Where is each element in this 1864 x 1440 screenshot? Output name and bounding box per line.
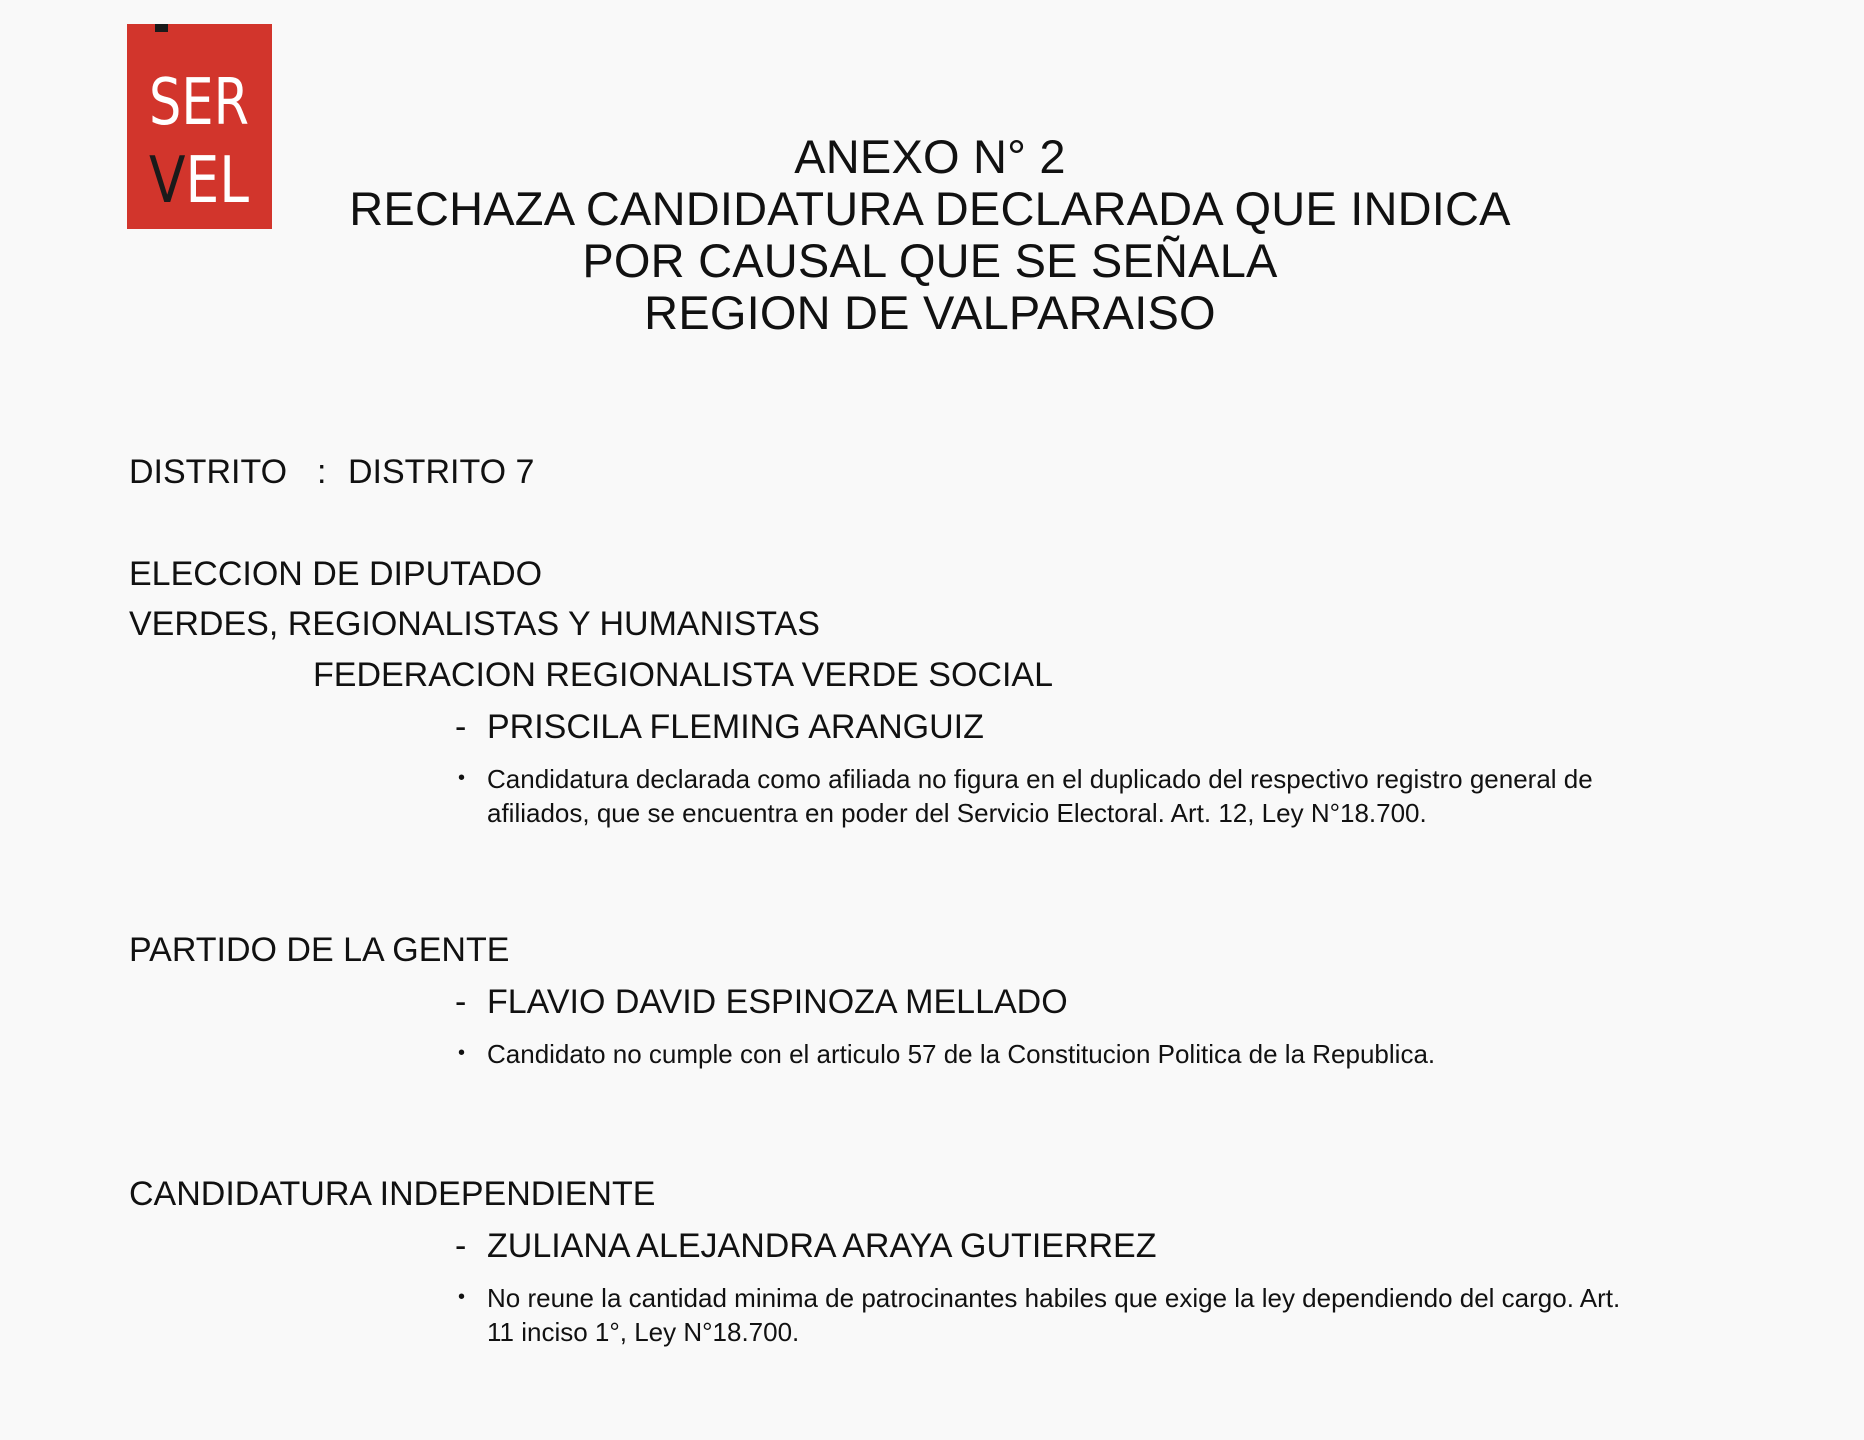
candidate-dash: - — [455, 983, 467, 1021]
candidate-name: FLAVIO DAVID ESPINOZA MELLADO — [487, 983, 1068, 1021]
reason-bullet: • — [458, 1042, 466, 1064]
title-cause: POR CAUSAL QUE SE SEÑALA — [582, 234, 1278, 287]
rejection-reason-line: Candidato no cumple con el articulo 57 de la Constitucion Politica de la Republica. — [487, 1039, 1436, 1069]
reason-bullet: • — [458, 1286, 466, 1308]
party-name: PARTIDO DE LA GENTE — [129, 931, 510, 969]
logo-text-ser: SER — [149, 66, 249, 140]
document-title — [290, 131, 1570, 339]
district-value: DISTRITO 7 — [348, 453, 535, 491]
rejection-reason — [487, 1281, 1620, 1349]
title-region: REGION DE VALPARAISO — [644, 286, 1216, 339]
reason-bullet: • — [458, 767, 466, 789]
rejection-reason-line: No reune la cantidad minima de patrocinantes habiles que exige la ley dependiendo del cargo. Art. — [487, 1283, 1621, 1313]
candidate-dash: - — [455, 708, 467, 746]
logo-text-vel — [149, 144, 262, 218]
rejection-reason — [487, 762, 1593, 830]
party-name: CANDIDATURA INDEPENDIENTE — [129, 1175, 656, 1213]
candidate-name: PRISCILA FLEMING ARANGUIZ — [487, 708, 984, 746]
rejection-reason — [487, 1037, 1435, 1071]
election-type: ELECCION DE DIPUTADO — [129, 555, 543, 593]
title-resolution: RECHAZA CANDIDATURA DECLARADA QUE INDICA — [349, 182, 1511, 235]
candidate-dash: - — [455, 1227, 467, 1265]
rejection-reason-line: 11 inciso 1°, Ley N°18.700. — [487, 1317, 800, 1347]
logo-text-v: V — [149, 144, 193, 218]
candidate-name: ZULIANA ALEJANDRA ARAYA GUTIERREZ — [487, 1227, 1157, 1265]
logo-wordmark — [127, 24, 272, 229]
subparty-name: FEDERACION REGIONALISTA VERDE SOCIAL — [313, 656, 1053, 694]
logo-text-el: EL — [185, 144, 262, 218]
district-separator: : — [317, 453, 327, 491]
rejection-reason-line: afiliados, que se encuentra en poder del Servicio Electoral. Art. 12, Ley N°18.700. — [487, 798, 1427, 828]
servel-logo — [127, 24, 272, 229]
party-name: VERDES, REGIONALISTAS Y HUMANISTAS — [129, 605, 820, 643]
title-annex-number: ANEXO N° 2 — [794, 130, 1066, 183]
rejection-reason-line: Candidatura declarada como afiliada no figura en el duplicado del respectivo registro general de — [487, 764, 1593, 794]
district-label: DISTRITO — [129, 453, 288, 491]
